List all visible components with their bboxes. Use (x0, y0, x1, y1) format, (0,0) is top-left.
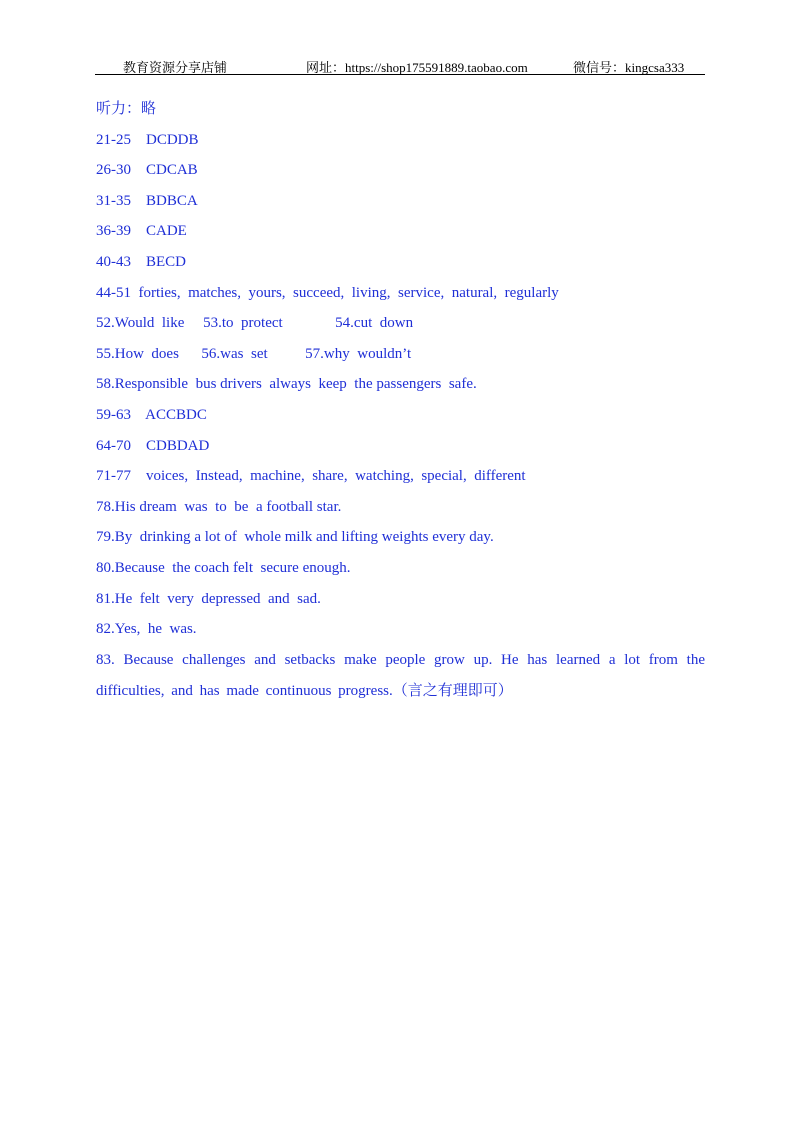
answer-key (96, 94, 705, 707)
answer-line: 79.By drinking a lot of whole milk and lifting weights every day. (96, 529, 494, 546)
answer-line: 81.He felt very depressed and sad. (96, 590, 321, 607)
answer-line: 78.His dream was to be a football star. (96, 498, 342, 515)
listening-note: 听力：略 (96, 101, 157, 117)
answer-line: 59-63 ACCBDC (96, 406, 207, 423)
header-shop-name: 教育资源分享店铺 (123, 60, 228, 75)
answer-line: 58.Responsible bus drivers always keep the passengers safe. (96, 376, 477, 393)
answer-line: 64-70 CDBDAD (96, 437, 210, 454)
answer-line: 21-25 DCDDB (96, 131, 199, 148)
answer-line: 26-30 CDCAB (96, 162, 198, 179)
answer-line: 80.Because the coach felt secure enough. (96, 559, 351, 576)
answer-line: 71-77 voices, Instead, machine, share, watching, special, different (96, 468, 526, 485)
answer-line: 52.Would like 53.to protect 54.cut down (96, 315, 414, 332)
header-wechat: 微信号：kingcsa333 (573, 60, 685, 75)
answer-line: 55.How does 56.was set 57.why wouldn’t (96, 345, 412, 362)
answer-line: 44-51 forties, matches, yours, succeed, living, service, natural, regularly (96, 284, 559, 301)
page-header (95, 56, 705, 75)
answer-paragraph-83: 83. Because challenges and setbacks make people grow up. He has learned a lot from the difficulties, and has made continuous progress.（言之有理即可） (96, 651, 705, 699)
answer-line: 31-35 BDBCA (96, 192, 198, 209)
answer-line: 82.Yes, he was. (96, 621, 197, 638)
answer-line: 36-39 CADE (96, 223, 187, 240)
header-url: 网址：https://shop175591889.taobao.com (306, 60, 528, 75)
answer-line: 40-43 BECD (96, 253, 186, 270)
